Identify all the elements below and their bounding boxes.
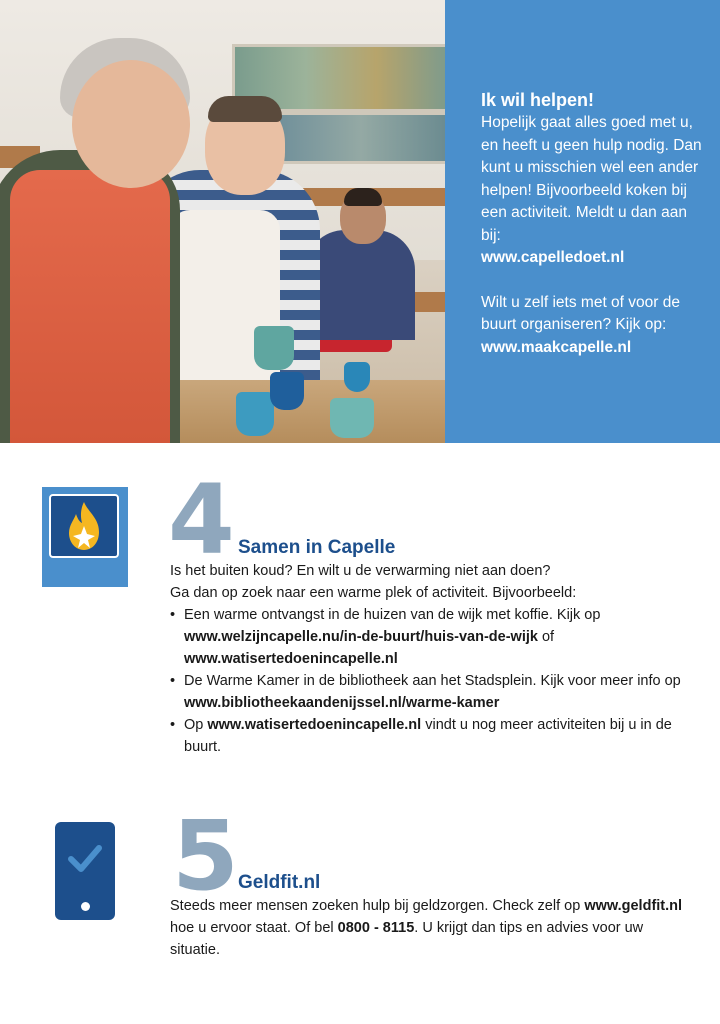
section4-title: Samen in Capelle [238, 537, 396, 558]
list-item: • Op www.watisertedoenincapelle.nl vindt u nog meer activiteiten bij u in de buurt. [170, 714, 690, 758]
help-panel-title: Ik wil helpen! [481, 90, 595, 110]
photo-cup [236, 392, 274, 436]
capelledoet-link[interactable]: www.capelledoet.nl [481, 249, 625, 266]
photo-person-hair [208, 96, 282, 122]
section4-intro-1: Is het buiten koud? En wilt u de verwarming niet aan doen? [170, 563, 551, 579]
phone-check-icon [55, 822, 115, 920]
help-panel-content [481, 88, 711, 359]
warme-kamer-link[interactable]: www.bibliotheekaandenijssel.nl/warme-kamer [184, 695, 500, 711]
section4-intro-2: Ga dan op zoek naar een warme plek of activiteit. Bijvoorbeeld: [170, 585, 577, 601]
phone-button-icon [81, 902, 90, 911]
watisertedoen-link-2[interactable]: www.watisertedoenincapelle.nl [207, 717, 422, 733]
photo-person-hair [344, 188, 382, 206]
photo-table [180, 380, 445, 443]
section5-body [170, 895, 690, 961]
section4-number: 4 [168, 464, 235, 576]
hero-photo [0, 0, 445, 443]
list-item: • Een warme ontvangst in de huizen van de wijk met koffie. Kijk op www.welzijncapelle.nu/in-de-buurt/huis-van-de-wijk of www.watisertedoenincapelle.nl [170, 604, 690, 670]
section4-list [170, 604, 690, 758]
section4-icon-box [42, 487, 128, 587]
help-panel [445, 0, 720, 443]
photo-painting [272, 112, 445, 164]
photo-cup [344, 362, 370, 392]
photo-person [305, 230, 415, 340]
photo-cup [330, 398, 374, 438]
huis-van-de-wijk-link[interactable]: www.welzijncapelle.nu/in-de-buurt/huis-van-de-wijk [184, 629, 538, 645]
list-item: • De Warme Kamer in de bibliotheek aan het Stadsplein. Kijk voor meer info op www.bibliotheekaandenijssel.nl/warme-kamer [170, 670, 690, 714]
help-panel-text: Hopelijk gaat alles goed met u, en heeft u geen hulp nodig. Dan kunt u misschien wel een ander helpen! Bijvoorbeeld koken bij een activiteit. Meldt u dan aan bij: [481, 114, 702, 244]
section4-body [170, 560, 690, 758]
section5-title: Geldfit.nl [238, 872, 321, 893]
maakcapelle-link[interactable]: www.maakcapelle.nl [481, 338, 632, 356]
watisertedoen-link[interactable]: www.watisertedoenincapelle.nl [184, 651, 398, 667]
photo-cup [254, 326, 294, 370]
flame-icon [49, 494, 119, 558]
help-panel-text-2: Wilt u zelf iets met of voor de buurt organiseren? Kijk op: [481, 293, 680, 333]
section5-number: 5 [172, 800, 239, 912]
photo-person-head [72, 60, 190, 188]
geldfit-link[interactable]: www.geldfit.nl [584, 898, 683, 914]
phone-number: 0800 - 8115 [337, 920, 415, 936]
photo-apron [10, 170, 170, 443]
section5-text: Steeds meer mensen zoeken hulp bij geldzorgen. Check zelf op www.geldfit.nl hoe u ervoor staat. Of bel 0800 - 8115. U krijgt dan tips en advies voor uw situatie. [170, 898, 683, 958]
photo-cup [270, 372, 304, 410]
